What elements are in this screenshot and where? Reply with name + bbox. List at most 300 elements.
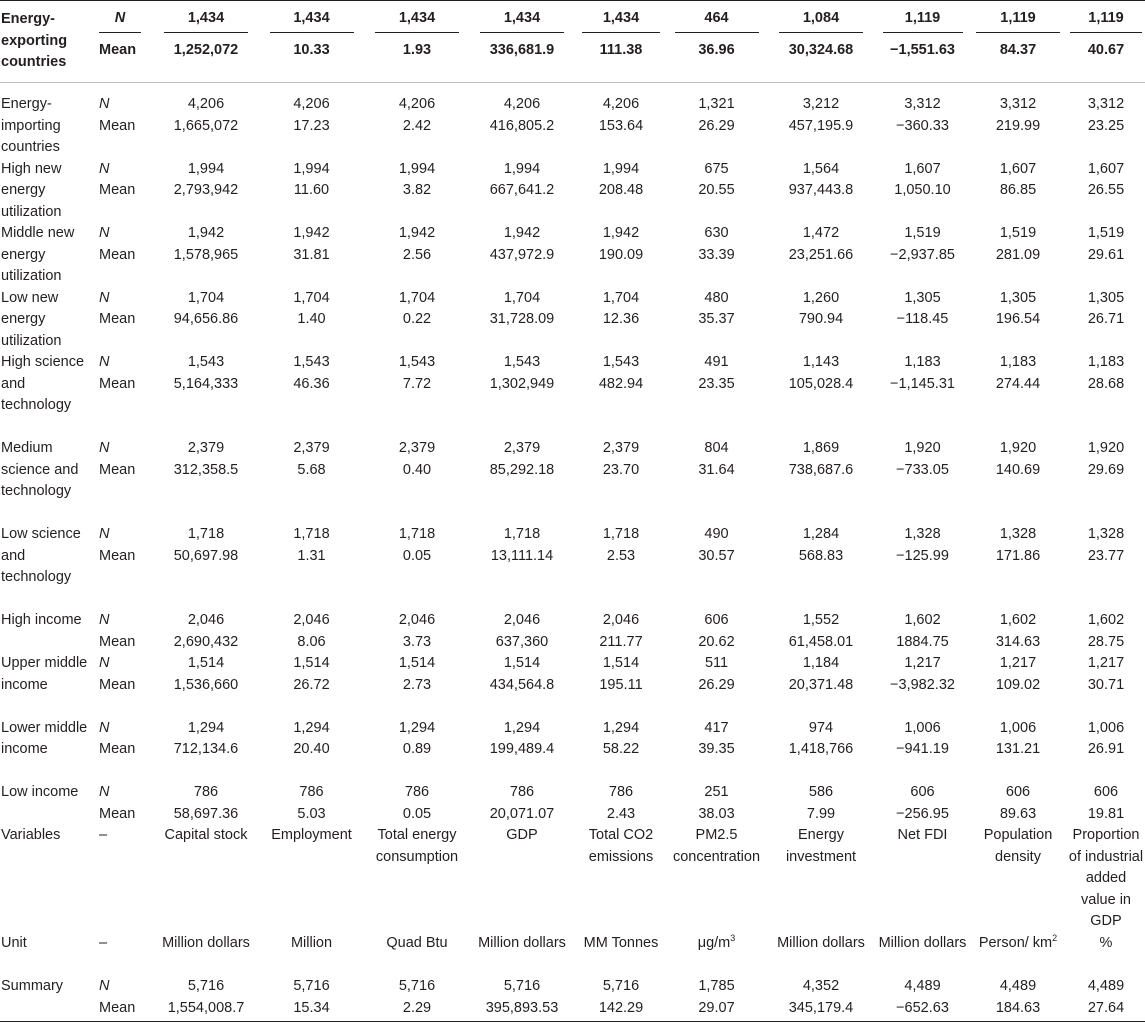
table-cell: 20,371.48	[788, 676, 854, 693]
table-cell: 109.02	[995, 676, 1041, 693]
table-cell: 11.60	[293, 182, 330, 198]
unit-superscript: 3	[730, 933, 736, 944]
table-row	[0, 524, 1145, 546]
table-cell: 23.35	[698, 375, 735, 392]
table-cell: 2.73	[402, 676, 432, 693]
unit-text: Quad Btu	[386, 935, 448, 951]
table-cell: 131.21	[995, 741, 1041, 757]
n-label: N	[99, 225, 110, 241]
table-cell: 712,134.6	[173, 741, 239, 757]
table-cell: 1,578,965	[173, 246, 239, 263]
table-cell: 5.68	[297, 461, 326, 478]
table-cell: 1,119	[976, 4, 1060, 33]
table-cell: 39.35	[698, 741, 735, 757]
table-cell: 1,942	[187, 225, 225, 241]
table-cell: −652.63	[896, 999, 949, 1016]
table-cell: 786	[608, 784, 634, 800]
group-label: Middle new energy utilization	[1, 225, 75, 284]
table-cell: 33.39	[698, 246, 735, 263]
table-cell: 480	[704, 289, 729, 306]
table-cell: −733.05	[896, 461, 949, 478]
table-cell: 12.36	[602, 311, 640, 327]
table-cell: 1,543	[398, 354, 436, 370]
table-cell: −1,145.31	[890, 375, 955, 392]
header-separator	[0, 82, 1145, 83]
unit-superscript: 2	[1052, 933, 1058, 944]
table-cell: 17.23	[293, 117, 330, 134]
table-cell: 105,028.4	[788, 375, 854, 392]
unit-text: Million dollars	[162, 935, 250, 951]
table-cell: 3.73	[402, 633, 432, 650]
mean-label: Mean	[99, 676, 136, 693]
table-cell: 171.86	[995, 547, 1041, 564]
n-label: N	[99, 4, 141, 33]
table-cell: 2,046	[503, 612, 541, 628]
table-row	[0, 352, 1145, 374]
table-cell: 142.29	[598, 999, 644, 1016]
table-cell: 2,046	[602, 612, 640, 628]
mean-label: Mean	[99, 311, 136, 327]
table-cell: 2,379	[602, 440, 640, 456]
table-cell: 1,050.10	[894, 182, 951, 198]
table-cell: 1,942	[293, 225, 330, 241]
table-cell: 85,292.18	[489, 461, 555, 478]
table-cell: 1,519	[999, 225, 1037, 241]
table-cell: 4,206	[293, 96, 330, 112]
table-cell: 58.22	[602, 741, 640, 757]
table-cell: 1,143	[802, 354, 840, 370]
table-cell: 1,607	[999, 160, 1037, 177]
table-cell: 1,434	[582, 4, 660, 33]
unit-cell	[365, 933, 469, 976]
table-row	[0, 116, 1145, 159]
table-cell: 0.22	[402, 311, 432, 327]
table-cell: 1,434	[270, 4, 354, 33]
table-cell: 1,294	[293, 719, 330, 736]
group-label: Upper middle income	[1, 655, 88, 693]
table-cell: 5,716	[293, 978, 330, 994]
table-cell: 26.29	[698, 676, 735, 693]
table-cell: 5,716	[187, 978, 225, 994]
table-row	[0, 782, 1145, 804]
table-cell: 5.03	[297, 805, 326, 822]
unit-text: Person/ km	[978, 935, 1053, 951]
table-cell: 1,942	[398, 225, 436, 241]
table-row	[0, 83, 1145, 116]
table-cell: 586	[808, 784, 834, 800]
table-cell: 1,543	[187, 354, 225, 370]
table-cell: 2,046	[398, 612, 436, 628]
table-cell: 1,302,949	[489, 375, 555, 392]
table-cell: 2,379	[187, 440, 225, 456]
table-cell: 1,543	[503, 354, 541, 370]
table-cell: 1,328	[999, 526, 1037, 542]
table-cell: 490	[704, 526, 729, 542]
table-cell: 606	[910, 784, 935, 800]
unit-cell	[575, 933, 667, 976]
table-cell: 1,217	[999, 655, 1037, 671]
mean-label: Mean	[99, 42, 137, 58]
table-cell: 1,785	[698, 978, 735, 994]
mean-label: Mean	[99, 805, 136, 822]
variable-name: PM2.5 concentration	[672, 827, 761, 865]
table-cell: 1,543	[293, 354, 330, 370]
table-cell: 274.44	[995, 375, 1041, 392]
unit-text: μg/m	[697, 935, 731, 951]
table-cell: 630	[704, 225, 729, 241]
table-cell: 1,217	[904, 655, 941, 671]
table-cell: 1,704	[398, 289, 436, 306]
table-cell: 464	[675, 4, 759, 33]
table-cell: 1,321	[698, 96, 735, 112]
table-cell: 1,434	[480, 4, 564, 33]
table-cell: 84.37	[999, 42, 1037, 58]
table-cell: 395,893.53	[485, 999, 559, 1016]
table-cell: 606	[1005, 784, 1031, 800]
table-cell: 111.38	[599, 42, 643, 58]
table-cell: 1.31	[297, 547, 326, 564]
table-cell: −256.95	[896, 805, 949, 822]
table-cell: −2,937.85	[890, 246, 955, 263]
summary-label: Summary	[1, 978, 64, 994]
table-cell: 1,920	[904, 440, 941, 456]
table-cell: 416,805.2	[489, 117, 555, 134]
table-cell: 312,358.5	[173, 461, 239, 478]
table-cell: 1,305	[1087, 289, 1125, 306]
table-cell: 30.71	[1087, 676, 1125, 693]
table-cell: 1,434	[375, 4, 459, 33]
table-cell: 15.34	[293, 999, 330, 1016]
table-cell: 790.94	[798, 311, 844, 327]
n-label: N	[99, 354, 110, 370]
table-cell: 35.37	[698, 311, 735, 327]
variable-name: Population density	[983, 827, 1053, 865]
table-cell: 0.40	[402, 461, 432, 478]
table-cell: 786	[404, 784, 430, 800]
variable-name: Proportion of industrial added value in GDP	[1068, 827, 1144, 929]
group-label: High science and technology	[1, 354, 85, 413]
table-row	[0, 804, 1145, 826]
unit-text: Million	[290, 935, 333, 951]
table-cell: 153.64	[598, 117, 644, 134]
table-cell: 434,564.8	[489, 676, 555, 693]
table-cell: 1,519	[904, 225, 941, 241]
table-cell: 1,665,072	[173, 117, 239, 134]
table-cell: 26.29	[698, 117, 735, 134]
table-cell: 3,312	[1087, 96, 1125, 112]
table-cell: 5,716	[398, 978, 436, 994]
table-cell: 1,942	[503, 225, 541, 241]
table-cell: 27.64	[1087, 999, 1125, 1016]
table-row	[0, 159, 1145, 181]
unit-text: Million dollars	[478, 935, 566, 951]
table-cell: 1,602	[904, 612, 941, 628]
unit-text: MM Tonnes	[583, 935, 659, 951]
table-cell: 491	[704, 354, 729, 370]
table-cell: 437,972.9	[489, 246, 555, 263]
table-cell: 1,514	[187, 655, 225, 671]
unit-cell	[876, 933, 969, 976]
mean-label: Mean	[99, 741, 136, 757]
table-cell: 20.62	[698, 633, 735, 650]
unit-cell	[154, 933, 258, 976]
table-cell: 196.54	[995, 311, 1041, 327]
table-cell: 606	[1093, 784, 1119, 800]
table-cell: 2.29	[402, 999, 432, 1016]
table-cell: −3,982.32	[890, 676, 955, 693]
table-cell: 30,324.68	[788, 42, 854, 58]
table-cell: 1,183	[1087, 354, 1125, 370]
dash-cell: –	[99, 935, 108, 951]
table-cell: 1,552	[802, 612, 840, 628]
variable-name: Employment	[271, 827, 352, 843]
table-cell: 1,994	[503, 160, 541, 177]
table-cell: 336,681.9	[489, 42, 555, 58]
mean-label: Mean	[99, 182, 136, 198]
table-cell: 1,328	[904, 526, 941, 542]
table-cell: 568.83	[798, 547, 844, 564]
table-cell: 251	[704, 784, 729, 800]
unit-cell	[258, 933, 365, 976]
table-cell: 1,704	[602, 289, 640, 306]
group-label: High income	[1, 612, 82, 628]
table-cell: 3,312	[999, 96, 1037, 112]
table-cell: 482.94	[598, 375, 644, 392]
table-cell: 29.61	[1087, 246, 1125, 263]
table-cell: 786	[193, 784, 219, 800]
group-label: Medium science and technology	[1, 440, 79, 499]
table-cell: 2,793,942	[173, 182, 239, 198]
table-cell: 1,536,660	[173, 676, 239, 693]
table-cell: 2.42	[402, 117, 432, 134]
table-cell: 1,920	[999, 440, 1037, 456]
table-cell: 1,294	[602, 719, 640, 736]
table-cell: 184.63	[995, 999, 1041, 1016]
unit-text: Million dollars	[777, 935, 865, 951]
table-cell: 1,514	[398, 655, 436, 671]
table-cell: 314.63	[995, 633, 1041, 650]
table-cell: 2,379	[503, 440, 541, 456]
table-cell: 89.63	[999, 805, 1037, 822]
table-cell: 5,716	[602, 978, 640, 994]
table-cell: 1,006	[1087, 719, 1125, 736]
group-label: Low income	[1, 784, 79, 800]
table-cell: 1,718	[602, 526, 640, 542]
table-cell: 29.69	[1087, 461, 1125, 478]
table-cell: 1,718	[293, 526, 330, 542]
mean-label: Mean	[99, 117, 136, 134]
table-cell: 1,294	[187, 719, 225, 736]
table-cell: 1,994	[602, 160, 640, 177]
unit-row	[0, 933, 1145, 976]
table-cell: 281.09	[995, 246, 1041, 263]
table-cell: 2,379	[398, 440, 436, 456]
table-cell: 786	[299, 784, 324, 800]
table-cell: 31.64	[698, 461, 735, 478]
table-cell: 1,418,766	[788, 741, 854, 757]
table-cell: 1,514	[293, 655, 330, 671]
table-cell: 0.05	[402, 805, 432, 822]
group-label: Energy-importing countries	[1, 96, 61, 155]
table-cell: 2.43	[606, 805, 636, 822]
table-cell: 1,519	[1087, 225, 1125, 241]
n-label: N	[99, 719, 110, 736]
table-cell: 4,206	[187, 96, 225, 112]
table-cell: 1,564	[802, 160, 840, 177]
table-cell: 1,718	[503, 526, 541, 542]
table-cell: 7.99	[806, 805, 836, 822]
header-row-n	[0, 0, 1145, 33]
table-cell: 208.48	[598, 182, 644, 198]
table-row	[0, 653, 1145, 675]
table-row	[0, 718, 1145, 740]
table-cell: 50,697.98	[173, 547, 239, 564]
table-cell: 46.36	[293, 375, 330, 392]
table-cell: 3,212	[802, 96, 840, 112]
variables-label: Variables	[1, 827, 61, 843]
table-cell: 1,869	[802, 440, 840, 456]
n-label: N	[99, 440, 110, 456]
unit-cell	[1067, 933, 1145, 976]
mean-label: Mean	[99, 999, 136, 1016]
table-cell: 804	[704, 440, 729, 456]
table-row	[0, 632, 1145, 654]
mean-label: Mean	[99, 246, 136, 263]
table-cell: 1,602	[1087, 612, 1125, 628]
table-cell: 0.89	[402, 741, 432, 757]
table-cell: 1,294	[503, 719, 541, 736]
table-cell: 1,718	[398, 526, 436, 542]
table-cell: 1,252,072	[173, 42, 239, 58]
table-cell: 1,942	[602, 225, 640, 241]
table-cell: 190.09	[598, 246, 644, 263]
table-row	[0, 610, 1145, 632]
table-cell: 2,046	[187, 612, 225, 628]
table-cell: 1,607	[904, 160, 941, 177]
table-cell: 94,656.86	[173, 311, 239, 327]
table-cell: 4,489	[999, 978, 1037, 994]
table-row	[0, 438, 1145, 460]
header-row-mean	[0, 33, 1145, 83]
table-cell: 1,514	[602, 655, 640, 671]
unit-cell	[766, 933, 876, 976]
table-cell: 1,260	[802, 289, 840, 306]
mean-label: Mean	[99, 633, 136, 650]
table-row	[0, 675, 1145, 718]
table-row	[0, 546, 1145, 611]
table-cell: 5,164,333	[173, 375, 239, 392]
variable-name: GDP	[506, 827, 538, 843]
table-cell: 0.05	[402, 547, 432, 564]
table-cell: 2,046	[293, 612, 330, 628]
table-cell: 61,458.01	[788, 633, 854, 650]
top-rule	[0, 0, 1145, 1]
variable-name: Net FDI	[897, 827, 948, 843]
table-cell: 2,379	[293, 440, 330, 456]
table-cell: 4,206	[602, 96, 640, 112]
table-cell: 1,554,008.7	[167, 999, 245, 1016]
table-row	[0, 739, 1145, 782]
table-cell: 23,251.66	[788, 246, 854, 263]
summary-row-n	[0, 976, 1145, 998]
table-cell: 1884.75	[896, 633, 949, 650]
mean-label: Mean	[99, 461, 136, 478]
table-cell: −360.33	[896, 117, 949, 134]
table-cell: 937,443.8	[788, 182, 854, 198]
n-label: N	[99, 612, 110, 628]
variable-name: Energy investment	[785, 827, 857, 865]
table-cell: 26.55	[1087, 182, 1125, 198]
table-cell: 1,704	[293, 289, 330, 306]
table-cell: 38.03	[698, 805, 735, 822]
n-label: N	[99, 160, 110, 177]
table-cell: 29.07	[698, 999, 735, 1016]
table-row	[0, 288, 1145, 310]
n-label: N	[99, 655, 110, 671]
table-cell: 1,184	[802, 655, 840, 671]
table-cell: 13,111.14	[490, 547, 554, 564]
table-cell: 1,994	[187, 160, 225, 177]
table-cell: 23.25	[1087, 117, 1125, 134]
table-cell: 1,472	[802, 225, 840, 241]
table-cell: 219.99	[995, 117, 1041, 134]
table-cell: 28.75	[1087, 633, 1125, 650]
table-cell: 637,360	[495, 633, 549, 650]
table-cell: 23.77	[1087, 547, 1125, 564]
table-cell: 1,006	[999, 719, 1037, 736]
table-cell: 195.11	[599, 676, 643, 693]
table-cell: 1,328	[1087, 526, 1125, 542]
table-cell: 4,489	[1087, 978, 1125, 994]
table-cell: 4,489	[904, 978, 941, 994]
table-cell: 345,179.4	[788, 999, 854, 1016]
table-cell: 4,206	[503, 96, 541, 112]
table-row	[0, 180, 1145, 223]
table-cell: 1,607	[1087, 160, 1125, 177]
table-cell: 10.33	[293, 42, 330, 58]
table-cell: 1,704	[503, 289, 541, 306]
table-cell: 5,716	[503, 978, 541, 994]
summary-row-mean	[0, 998, 1145, 1020]
table-cell: 26.72	[293, 676, 330, 693]
table-cell: 58,697.36	[173, 805, 239, 822]
table-cell: 1,305	[904, 289, 941, 306]
group-label: Energy-exporting countries	[1, 11, 68, 70]
table-cell: 1,084	[779, 4, 863, 33]
table-cell: 199,489.4	[489, 741, 555, 757]
unit-cell	[667, 933, 766, 976]
n-label: N	[99, 96, 110, 112]
unit-text: Million dollars	[878, 935, 967, 951]
table-cell: 211.77	[599, 633, 643, 650]
group-label: Lower middle income	[1, 719, 88, 757]
mean-label: Mean	[99, 375, 136, 392]
table-cell: 1,119	[1070, 4, 1142, 33]
table-cell: 606	[704, 612, 729, 628]
table-cell: 4,352	[802, 978, 840, 994]
table-cell: −941.19	[896, 741, 949, 757]
table-cell: 28.68	[1087, 375, 1125, 392]
table-cell: 1,434	[164, 4, 248, 33]
table-cell: 1,217	[1087, 655, 1125, 671]
table-cell: 1,119	[883, 4, 963, 33]
table-cell: 31,728.09	[489, 311, 555, 327]
unit-cell	[969, 933, 1067, 976]
unit-cell	[469, 933, 575, 976]
table-cell: 36.96	[698, 42, 735, 58]
group-label: High new energy utilization	[1, 160, 62, 220]
group-label: Low new energy utilization	[1, 289, 62, 349]
